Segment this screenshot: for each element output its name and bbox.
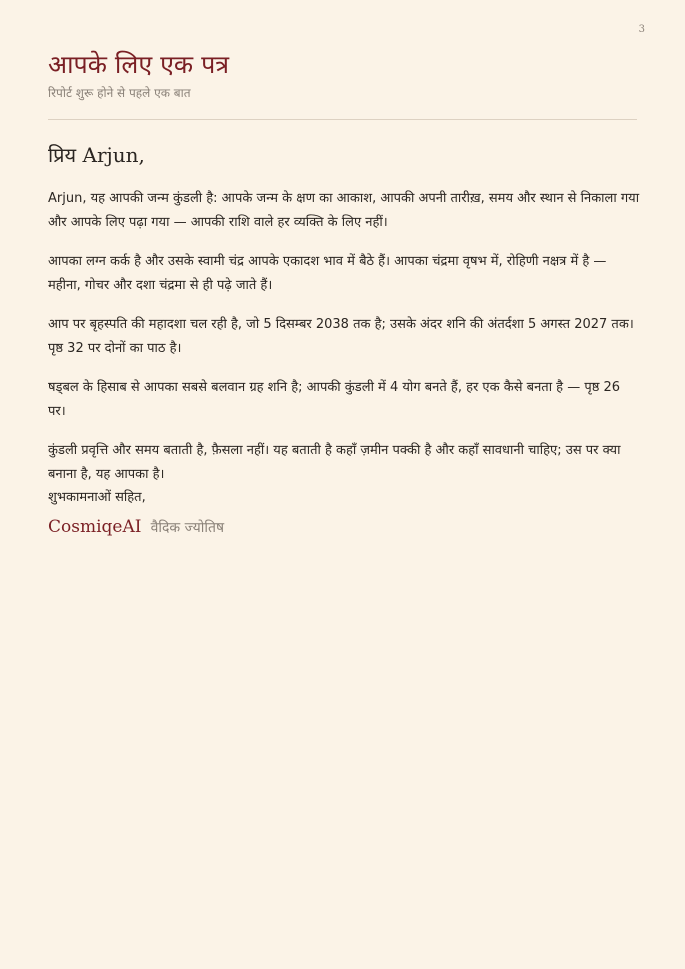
letter-paragraph-dasha: आप पर बृहस्पति की महादशा चल रही है, जो 5 दिसम्बर 2038 तक है; उसके अंदर शनि की अंतर्दशा 5 अगस्त 2027 तक। पृष्ठ 32 पर दोनों का पाठ है। — [48, 317, 634, 356]
brand-name: CosmiqeAI — [48, 517, 142, 537]
letter-paragraph-lagna: आपका लग्न कर्क है और उसके स्वामी चंद्र आपके एकादश भाव में बैठे हैं। आपका चंद्रमा वृषभ में, रोहिणी नक्षत्र में है — महीना, गोचर और दशा चंद्रमा से ही पढ़े जाते हैं। — [48, 254, 607, 293]
brand-tagline: वैदिक ज्योतिष — [150, 520, 225, 536]
page-subtitle: रिपोर्ट शुरू होने से पहले एक बात — [48, 86, 191, 100]
page-number: 3 — [638, 24, 645, 35]
letter-salutation: प्रिय Arjun, — [48, 143, 145, 167]
letter-paragraph-closing: कुंडली प्रवृत्ति और समय बताती है, फ़ैसला नहीं। यह बताती है कहाँ ज़मीन पक्की है और कहाँ सावधानी चाहिए; उस पर क्या बनाना है, यह आपका है। — [48, 443, 621, 482]
letter-paragraph-shadbala: षड्बल के हिसाब से आपका सबसे बलवान ग्रह शनि है; आपकी कुंडली में 4 योग बनते हैं, हर एक कैसे बनता है — पृष्ठ 26 पर। — [48, 380, 621, 419]
page-title: आपके लिए एक पत्र — [48, 50, 230, 79]
header-divider — [48, 119, 637, 120]
letter-signoff: शुभकामनाओं सहित, — [48, 490, 146, 505]
letter-body — [48, 187, 641, 502]
letter-signature — [48, 514, 224, 541]
letter-paragraph-intro: Arjun, यह आपकी जन्म कुंडली है: आपके जन्म के क्षण का आकाश, आपकी अपनी तारीख़, समय और स्थान से निकाला गया और आपके लिए पढ़ा गया — आपकी राशि वाले हर व्यक्ति के लिए नहीं। — [48, 191, 640, 230]
page-header — [48, 48, 637, 102]
